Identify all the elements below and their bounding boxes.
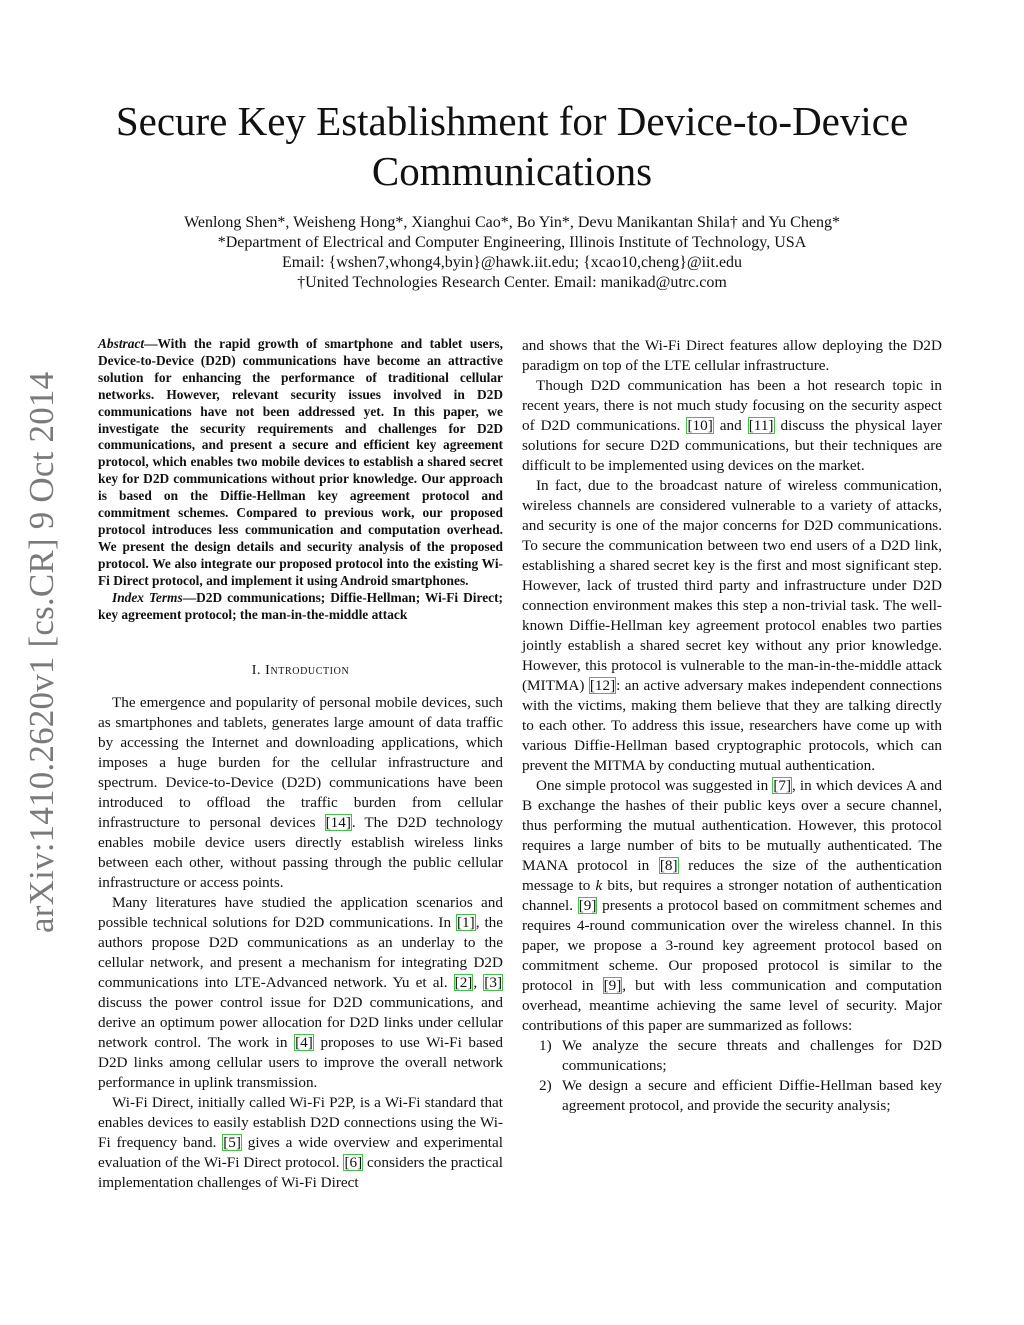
text-run: and shows that the Wi-Fi Direct features allow deploying the D2D paradigm on top of the LTE cellular infrastructure. <box>522 337 942 374</box>
citation-link[interactable]: [4] <box>295 1034 313 1052</box>
index-terms-text: —D2D communications; Diffie-Hellman; Wi-Fi Direct; key agreement protocol; the man-in-the-middle attack <box>98 589 503 622</box>
author-block <box>0 213 1024 293</box>
text-run: , but with less communication and computation overhead, meantime achieving the same level of security. Major contributions of this paper are summarized as follows: <box>522 977 942 1034</box>
citation-link[interactable]: [8] <box>659 857 678 874</box>
paper-title <box>0 96 1024 196</box>
paragraph <box>522 776 942 1036</box>
affiliation: †United Technologies Research Center. Email: manikad@utrc.com <box>297 274 727 291</box>
list-number: 2) <box>539 1077 552 1094</box>
title-line: Secure Key Establishment for Device-to-Device <box>115 98 909 144</box>
index-terms-label: Index Terms <box>112 589 183 605</box>
text-run: , <box>473 974 484 992</box>
text-run: discuss the power control issue for D2D communications, and derive an optimum power allocation for D2D links under cellular network control. The work in <box>98 994 503 1052</box>
index-terms <box>98 590 503 624</box>
arxiv-identifier: arXiv:1410.2620v1 [cs.CR] 9 Oct 2014 <box>22 371 61 933</box>
citation-link[interactable]: [7] <box>773 777 792 794</box>
citation-link[interactable]: [10] <box>687 417 713 434</box>
text-run: Many literatures have studied the application scenarios and possible technical solutions for D2D communications. In <box>98 894 503 932</box>
text-run: : an active adversary makes independent connections with the victims, making them believe that they are talking directly to each other. To address this issue, researchers have come up with various Diffie-Hellman based cryptographic protocols, which can prevent the MITMA by conducting mutual authentication. <box>522 677 942 774</box>
list-item <box>522 1076 942 1116</box>
list-item-text: We analyze the secure threats and challenges for D2D communications; <box>562 1037 942 1074</box>
paragraph <box>522 476 942 776</box>
text-run: considers the practical implementation challenges of Wi-Fi Direct <box>98 1154 503 1192</box>
contribution-list <box>522 1036 942 1116</box>
citation-link[interactable]: [6] <box>344 1154 363 1172</box>
paragraph <box>98 893 503 1093</box>
email-line: Email: {wshen7,whong4,byin}@hawk.iit.edu; {xcao10,cheng}@iit.edu <box>281 254 743 271</box>
text-run: presents a protocol based on commitment schemes and requires 4-round communication over the wireless channel. In this paper, we propose a 3-round key agreement protocol based on commitment scheme. Our proposed protocol is similar to the protocol in <box>522 897 942 994</box>
citation-link[interactable]: [1] <box>457 914 475 932</box>
abstract <box>98 336 503 590</box>
text-run: reduces the size of the authentication message to <box>522 857 943 894</box>
author-list: Wenlong Shen*, Weisheng Hong*, Xianghui Cao*, Bo Yin*, Devu Manikantan Shila† and Yu Cheng* <box>184 214 840 231</box>
section-heading: I. Introduction <box>251 663 350 679</box>
paragraph <box>98 1093 503 1193</box>
text-run: Though D2D communication has been a hot research topic in recent years, there is not much study focusing on the security aspect of D2D communications. <box>522 377 942 434</box>
citation-link[interactable]: [3] <box>484 974 503 992</box>
right-column <box>522 336 942 1116</box>
citation-link[interactable]: [5] <box>223 1134 241 1152</box>
title-line: Communications <box>371 148 653 194</box>
list-item-text: We design a secure and efficient Diffie-Hellman based key agreement protocol, and provide the security analysis; <box>562 1077 942 1114</box>
citation-link[interactable]: [2] <box>454 974 473 992</box>
text-run: bits, but requires a stronger notation of authentication channel. <box>522 877 943 914</box>
citation-link[interactable]: [14] <box>325 814 351 832</box>
text-run: gives a wide overview and experimental evaluation of the Wi-Fi Direct protocol. <box>98 1134 503 1172</box>
text-run: , in which devices A and B exchange the hashes of their public keys over a secure channel, thus performing the mutual authentication. However, this protocol requires a large number of bits to be mutually authenticated. The MANA protocol in <box>522 777 942 874</box>
text-run: The emergence and popularity of personal mobile devices, such as smartphones and tablets, generates large amount of data traffic by accessing the Internet and downloading applications, which imposes a huge burden for the cellular infrastructure and spectrum. Device-to-Device (D2D) communications have been introduced to offload the traffic burden from cellular infrastructure to personal devices <box>98 694 503 832</box>
list-item <box>522 1036 942 1076</box>
affiliation: *Department of Electrical and Computer Engineering, Illinois Institute of Technology, USA <box>217 234 807 251</box>
abstract-text: —With the rapid growth of smartphone and tablet users, Device-to-Device (D2D) communications have become an attractive solution for enhancing the performance of traditional cellular networks. However, relevant security issues involved in D2D communications have not been addressed yet. In this paper, we investigate the security requirements and challenges for D2D communications, and present a secure and efficient key agreement protocol, which enables two mobile devices to establish a shared secret key for D2D communications without prior knowledge. Our approach is based on the Diffie-Hellman key agreement protocol and commitment schemes. Compared to previous work, our proposed protocol introduces less communication and computation overhead. We present the design details and security analysis of the proposed protocol. We also integrate our proposed protocol into the existing Wi-Fi Direct protocol, and implement it using Android smartphones. <box>98 336 503 588</box>
paragraph <box>522 336 942 376</box>
text-run: proposes to use Wi-Fi based D2D links among cellular users to improve the overall network performance in uplink transmission. <box>98 1034 504 1092</box>
text-run: and <box>713 417 748 434</box>
text-run: One simple protocol was suggested in <box>536 777 773 794</box>
abstract-label: Abstract <box>98 336 145 351</box>
math-variable: k <box>595 877 603 894</box>
left-column <box>98 336 503 1193</box>
text-run: , the authors propose D2D communications as an underlay to the cellular network, and present a mechanism for integrating D2D communications into LTE-Advanced network. Yu et al. <box>98 914 503 992</box>
text-run: . The D2D technology enables mobile device users directly establish wireless links between each other, without passing through the public cellular infrastructure or access points. <box>98 814 504 892</box>
text-run: Wi-Fi Direct, initially called Wi-Fi P2P, is a Wi-Fi standard that enables devices to easily establish D2D connections using the Wi-Fi frequency band. <box>98 1094 503 1152</box>
citation-link[interactable]: [9] <box>603 977 622 994</box>
text-run: In fact, due to the broadcast nature of wireless communication, wireless channels are considered vulnerable to a variety of attacks, and security is one of the major concerns for D2D communications. To secure the communication between two end users of a D2D link, establishing a shared secret key is the first and most significant step. However, lack of trusted third party and infrastructure under D2D connection environment makes this step a non-trivial task. The well-known Diffie-Hellman key agreement protocol enables two parties jointly establish a shared secret key without any prior knowledge. However, this protocol is vulnerable to the man-in-the-middle attack (MITMA) <box>522 477 942 694</box>
citation-link[interactable]: [12] <box>589 677 616 694</box>
text-run: discuss the physical layer solutions for secure D2D communications, but their techniques are difficult to be implemented using devices on the market. <box>522 417 942 474</box>
list-number: 1) <box>539 1037 552 1054</box>
citation-link[interactable]: [9] <box>578 897 597 914</box>
paragraph <box>98 693 503 893</box>
paragraph <box>522 376 942 476</box>
citation-link[interactable]: [11] <box>748 417 774 434</box>
